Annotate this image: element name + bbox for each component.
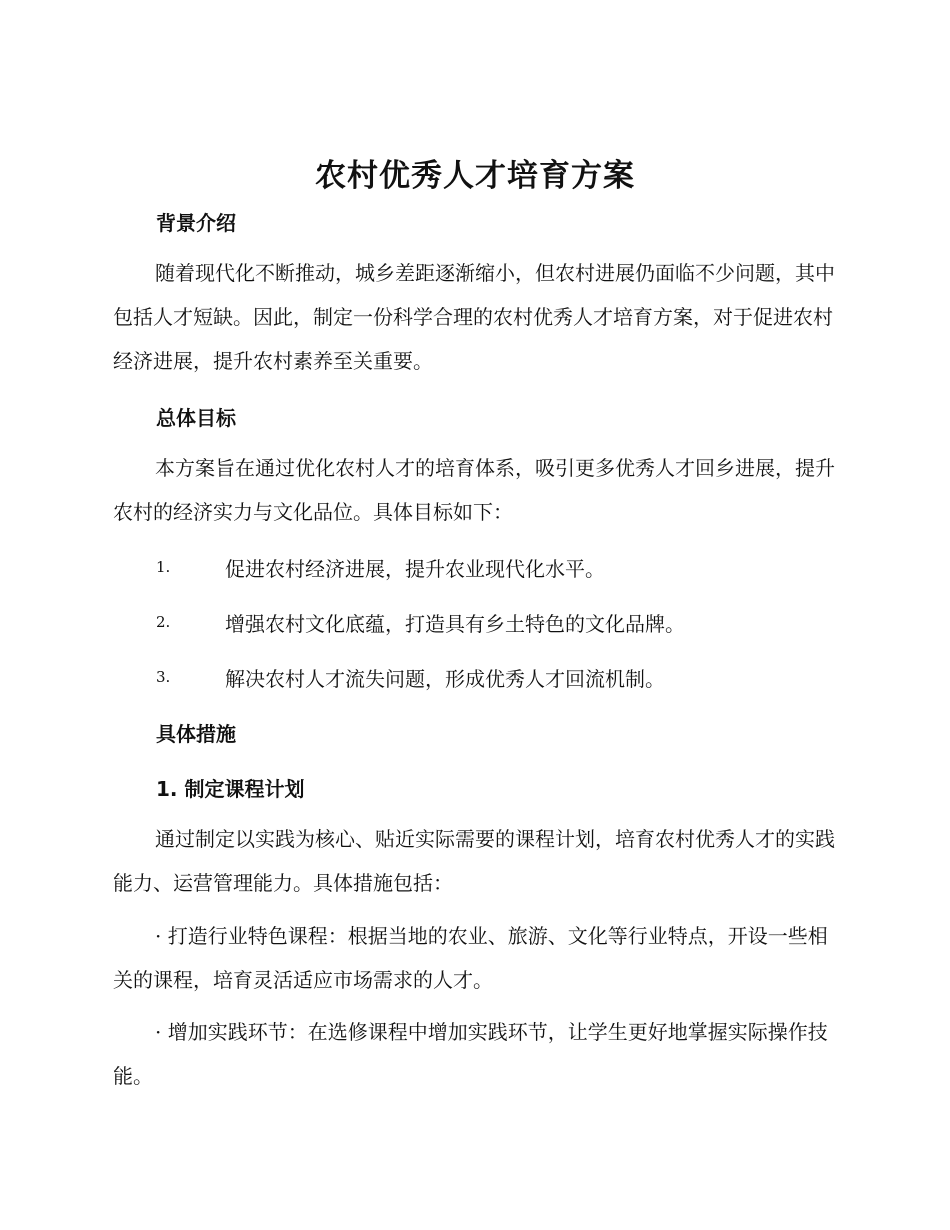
section-heading-measures: 具体措施 xyxy=(156,722,236,746)
bullet-item-industry-courses: · 打造行业特色课程：根据当地的农业、旅游、文化等行业特点，开设一些相关的课程，培育灵活适应市场需求的人才。 xyxy=(113,924,828,992)
paragraph-goals: 本方案旨在通过优化农村人才的培育体系，吸引更多优秀人才回乡进展，提升农村的经济实力与文化品位。具体目标如下： xyxy=(113,456,835,524)
section-heading-goals: 总体目标 xyxy=(156,406,236,430)
bullet-item-practice: · 增加实践环节：在选修课程中增加实践环节，让学生更好地掌握实际操作技能。 xyxy=(113,1020,828,1088)
list-item-number: 3. xyxy=(156,668,171,686)
paragraph-background: 随着现代化不断推动，城乡差距逐渐缩小，但农村进展仍面临不少问题，其中包括人才短缺。因此，制定一份科学合理的农村优秀人才培育方案，对于促进农村经济进展，提升农村素养至关重要。 xyxy=(113,261,835,373)
list-item-text: 增强农村文化底蕴，打造具有乡土特色的文化品牌。 xyxy=(225,612,685,636)
document-title: 农村优秀人才培育方案 xyxy=(315,158,635,194)
subsection-heading-course-plan: 1. 制定课程计划 xyxy=(156,777,305,801)
list-item-number: 1. xyxy=(156,558,171,576)
list-item-number: 2. xyxy=(156,613,171,631)
list-item-text: 促进农村经济进展，提升农业现代化水平。 xyxy=(225,557,605,581)
paragraph-course-plan: 通过制定以实践为核心、贴近实际需要的课程计划，培育农村优秀人才的实践能力、运营管理能力。具体措施包括： xyxy=(113,827,835,895)
list-item-text: 解决农村人才流失问题，形成优秀人才回流机制。 xyxy=(225,667,665,691)
section-heading-background: 背景介绍 xyxy=(156,211,236,235)
